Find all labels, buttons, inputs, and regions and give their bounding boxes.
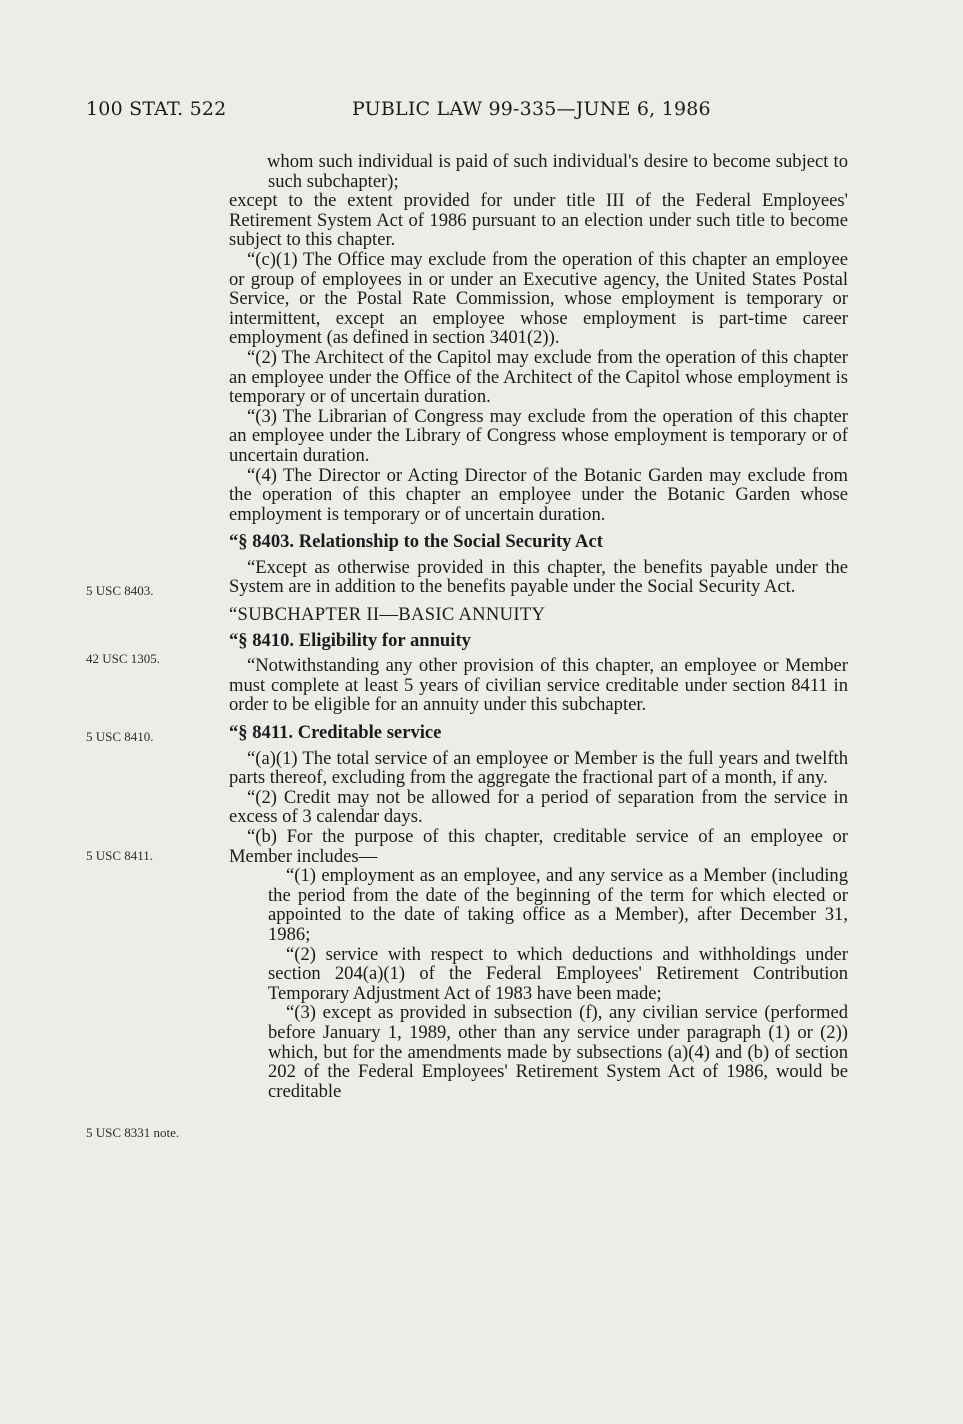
margin-citation: 5 USC 8411. — [86, 848, 154, 863]
statute-page-number: 100 STAT. 522 — [86, 98, 227, 120]
paragraph: “(4) The Director or Acting Director of the Botanic Garden may exclude from the operation of this chapter an employee under the Botanic Garden whose employment is temporary or of uncertain duration. — [229, 464, 848, 525]
paragraph: “(c)(1) The Office may exclude from the operation of this chapter an employee or group of employees in or under an Executive agency, the United States Postal Service, or the Postal Rate Commission, whose employment is temporary or intermittent, except an employee whose employment is part-time career employment (as defined in section 3401(2)). — [229, 248, 848, 349]
margin-citation: 5 USC 8410. — [86, 729, 154, 744]
paragraph: “(2) service with respect to which deductions and withholdings under section 204(a)(1) of the Federal Employees' Retirement Contribution Temporary Adjustment Act of 1983 have been made; — [268, 943, 848, 1004]
paragraph: whom such individual is paid of such individual's desire to become subject to such subchapter); — [267, 151, 848, 192]
section-heading-8410: “§ 8410. Eligibility for annuity — [229, 629, 471, 651]
paragraph: “Except as otherwise provided in this chapter, the benefits payable under the System are in addition to the benefits payable under the Social Security Act. — [229, 556, 848, 598]
margin-citation: 5 USC 8403. — [86, 583, 154, 598]
section-heading-8403: “§ 8403. Relationship to the Social Security Act — [229, 531, 603, 553]
margin-citation: 5 USC 8331 note. — [86, 1125, 180, 1140]
public-law-title: PUBLIC LAW 99-335—JUNE 6, 1986 — [352, 98, 711, 120]
subchapter-heading: “SUBCHAPTER II—BASIC ANNUITY — [229, 604, 546, 626]
page-header — [86, 98, 848, 124]
paragraph: “(2) Credit may not be allowed for a period of separation from the service in excess of 3 calendar days. — [229, 786, 848, 828]
paragraph: “(3) except as provided in subsection (f), any civilian service (performed before January 1, 1989, other than any service under paragraph (1) or (2)) which, but for the amendments made by subsections (a)(4) and (b) of section 202 of the Federal Employees' Retirement System Act of 1986, would be creditable — [268, 1002, 848, 1102]
section-heading-8411: “§ 8411. Creditable service — [229, 722, 442, 744]
paragraph: “(a)(1) The total service of an employee or Member is the full years and twelfth parts thereof, excluding from the aggregate the fractional part of a month, if any. — [229, 747, 848, 789]
margin-citation: 42 USC 1305. — [86, 651, 161, 666]
document-body — [229, 152, 848, 1101]
paragraph: “(1) employment as an employee, and any service as a Member (including the period from the date of the beginning of the term for which elected or appointed to the date of taking office as a Member), after December 31, 1986; — [268, 865, 848, 945]
paragraph: “(2) The Architect of the Capitol may exclude from the operation of this chapter an employee under the Office of the Architect of the Capitol whose employment is temporary or of uncertain duration. — [229, 346, 848, 408]
paragraph: “(b) For the purpose of this chapter, creditable service of an employee or Member includes— — [229, 826, 848, 867]
paragraph: “Notwithstanding any other provision of this chapter, an employee or Member must complete at least 5 years of civilian service creditable under section 8411 in order to be eligible for an annuity under this subchapter. — [229, 655, 848, 716]
paragraph: except to the extent provided for under title III of the Federal Employees' Retirement System Act of 1986 pursuant to an election under such title to become subject to this chapter. — [229, 190, 848, 251]
paragraph: “(3) The Librarian of Congress may exclude from the operation of this chapter an employee under the Library of Congress whose employment is temporary or of uncertain duration. — [229, 405, 848, 466]
